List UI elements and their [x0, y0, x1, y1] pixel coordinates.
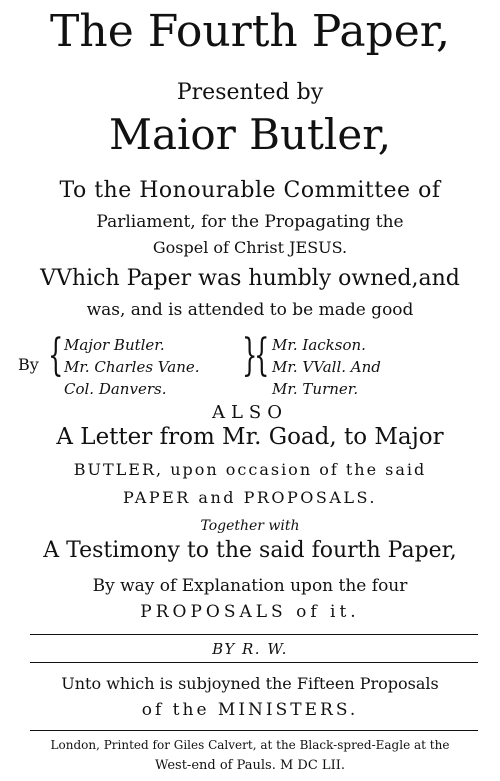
statement-line-1: VVhich Paper was humbly owned,and: [40, 266, 460, 291]
author-name: Maior Butler,: [108, 110, 392, 159]
dedication-line-1: To the Honourable Committee of: [59, 178, 441, 203]
dedication-line-3: Gospel of Christ JESUS.: [152, 238, 348, 257]
divider-rule-middle: [30, 662, 478, 663]
by-right-item: Mr. Turner.: [272, 380, 359, 398]
by-right-item: Mr. Iackson.: [272, 336, 366, 354]
dedication-line-2: Parliament, for the Propagating the: [96, 212, 404, 232]
imprint-line-1: London, Printed for Giles Calvert, at the Black-spred-Eagle at the: [50, 738, 450, 752]
divider-rule-top: [30, 634, 478, 635]
by-left-item: Col. Danvers.: [64, 380, 167, 398]
by-left-item: Mr. Charles Vane.: [64, 358, 200, 376]
subjoined-line-1: Unto which is subjoyned the Fifteen Proposals: [61, 674, 439, 693]
by-right-item: Mr. VVall. And: [272, 358, 381, 376]
left-brace-icon: {: [48, 330, 64, 381]
letter-line-1: A Letter from Mr. Goad, to Major: [56, 424, 444, 450]
statement-line-2: was, and is attended to be made good: [86, 300, 414, 320]
by-list-left: [64, 334, 200, 400]
imprint-line-2: West-end of Pauls. M DC LII.: [155, 758, 345, 773]
letter-line-2: BUTLER, upon occasion of the said: [73, 460, 427, 479]
presented-by: Presented by: [176, 80, 324, 105]
also-heading: ALSO: [211, 402, 289, 423]
testimony-line-3: PROPOSALS of it.: [140, 602, 360, 622]
right-brace-icon: {: [254, 330, 270, 381]
by-list-right: [272, 334, 381, 400]
by-left-item: Major Butler.: [64, 336, 165, 354]
middle-brace-icon: }: [242, 330, 258, 381]
together-with: Together with: [200, 518, 300, 534]
divider-rule-bottom: [30, 730, 478, 731]
title: The Fourth Paper,: [50, 6, 450, 57]
testimony-line-1: A Testimony to the said fourth Paper,: [43, 538, 457, 563]
by-rw: BY R. W.: [212, 640, 288, 658]
subjoined-line-2: of the MINISTERS.: [141, 700, 359, 720]
testimony-line-2: By way of Explanation upon the four: [92, 576, 408, 596]
letter-line-3: PAPER and PROPOSALS.: [122, 488, 378, 507]
by-label: By: [18, 355, 39, 374]
